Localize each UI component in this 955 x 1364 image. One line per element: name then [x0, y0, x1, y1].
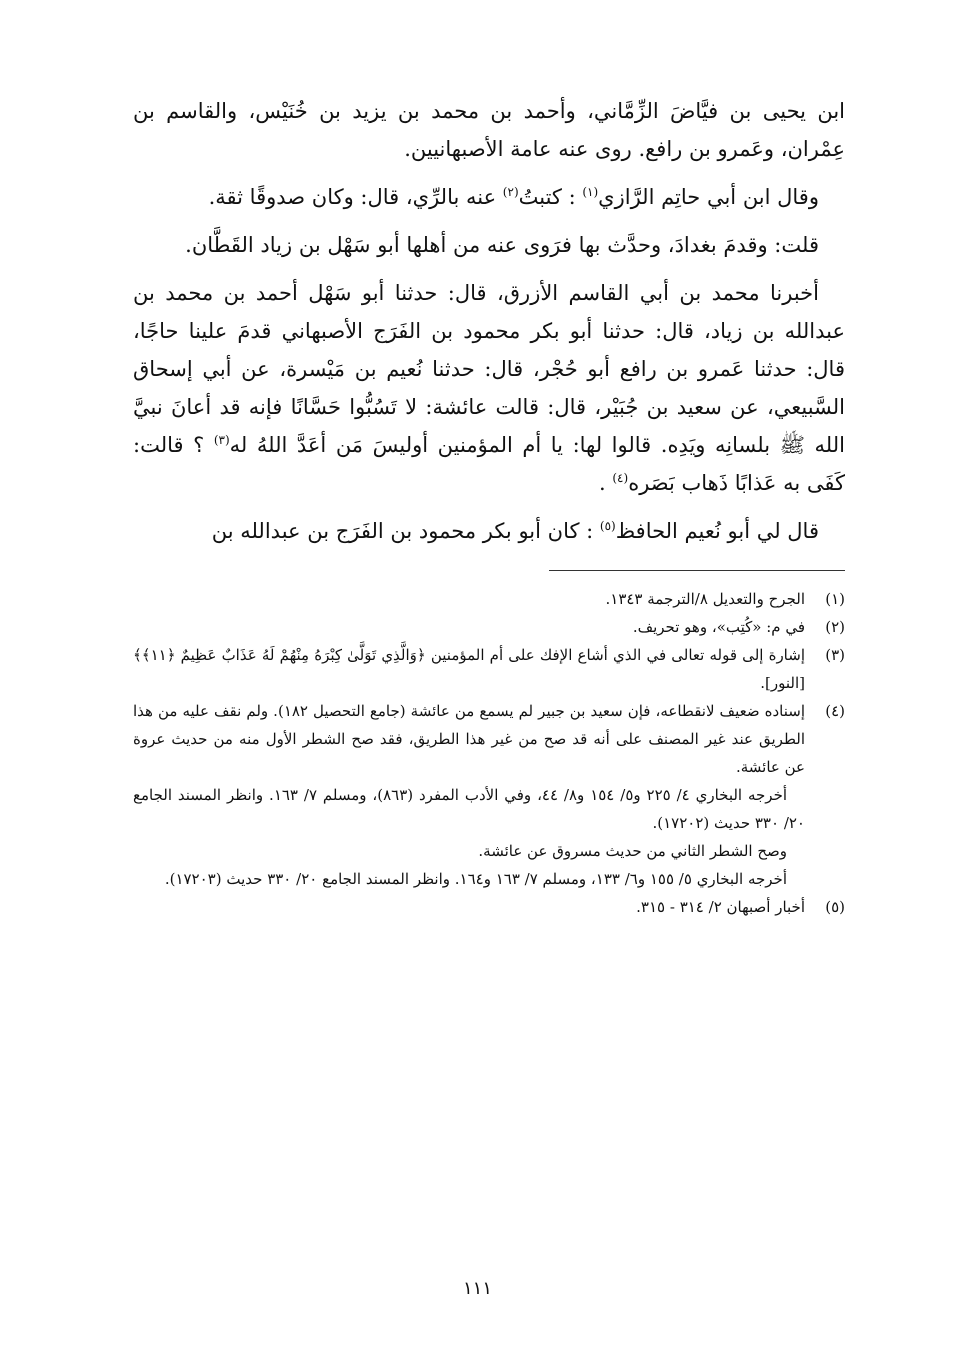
footnote-number: (٢) — [825, 618, 845, 636]
footnote-continuation: أخرجه البخاري ٤/ ٢٢٥ و٥/ ١٥٤ و٨/ ٤٤، وفي الأدب المفرد (٨٦٣)، ومسلم ٧/ ١٦٣. وانظر المسند الجامع ٢٠/ ٣٣٠ حديث (١٧٢٠٢). — [133, 786, 805, 832]
footnote-number: (٣) — [825, 646, 845, 664]
paragraph-2-part-a: وقال ابن أبي حاتِم الرَّازي — [598, 185, 819, 209]
footnote-ref-4: (٤) — [612, 471, 629, 485]
footnote-ref-1: (١) — [582, 185, 599, 199]
paragraph-5 — [133, 512, 845, 550]
paragraph-2 — [133, 178, 845, 216]
footnote-continuation: وصح الشطر الثاني من حديث مسروق عن عائشة. — [478, 842, 787, 860]
paragraph-5-part-a: قال لي أبو نُعيم الحافظ — [615, 519, 819, 543]
footnote-text: في م: «كُتِب»، وهو تحريف. — [632, 618, 805, 636]
footnote-2 — [133, 613, 845, 641]
paragraph-4 — [133, 274, 845, 502]
footnote-number: (٥) — [825, 898, 845, 916]
footnote-4 — [133, 697, 845, 893]
footnote-1 — [133, 585, 845, 613]
footnote-divider — [549, 570, 845, 571]
footnote-ref-5: (٥) — [599, 519, 616, 533]
footnote-number: (١) — [825, 590, 845, 608]
paragraph-4-part-a: أخبرنا محمد بن أبي القاسم الأزرق، قال: حدثنا أبو سَهْل أحمد بن محمد بن عبدالله بن زياد، قال: حدثنا أبو بكر محمود بن الفَرَج الأصبهاني قدمَ علينا حاجًا، قال: حدثنا عَمرو بن رافع أبو حُجْر، قال: حدثنا نُعيم بن مَيْسرة، عن أبي إسحاق السَّبيعي، عن سعيد بن جُبَيْر، قال: قالت عائشة: لا تَسُبُّوا حَسَّانًا فإنه قد أعانَ نبيَّ الله ﷺ بلسانِه ويَدِه. قالوا لها: يا أم المؤمنين أوليسَ مَن أعَدَّ اللهُ له — [133, 281, 845, 457]
paragraph-4-part-b: ؟ قالت: كَفَى به عَذابًا ذَهاب بَصَره — [133, 433, 845, 495]
paragraph-4-part-c: . — [599, 471, 613, 495]
footnote-number: (٤) — [825, 702, 845, 720]
main-text — [133, 92, 845, 550]
footnote-ref-2: (٢) — [502, 185, 519, 199]
paragraph-2-part-b: : كتبتُ — [518, 185, 583, 209]
paragraph-3: قلت: وقدمَ بغدادَ، وحدَّث بها فرَوى عنه من أهلها أبو سَهْل بن زياد القَطَّان. — [185, 233, 819, 257]
footnote-3 — [133, 641, 845, 697]
paragraph-5-part-b: : كان أبو بكر محمود بن الفَرَج بن عبدالله بن — [211, 519, 600, 543]
footnote-text: أخبار أصبهان ٢/ ٣١٤ - ٣١٥. — [636, 898, 805, 916]
footnote-continuation: أخرجه البخاري ٥/ ١٥٥ و٦/ ١٣٣، ومسلم ٧/ ١٦٣ و١٦٤. وانظر المسند الجامع ٢٠/ ٣٣٠ حديث (١٧٢٠٣). — [164, 870, 787, 888]
footnote-text: إشارة إلى قوله تعالى في الذي أشاع الإفك على أم المؤمنين ﴿وَالَّذِي تَوَلَّىٰ كِبْرَهُ مِنْهُمْ لَهُ عَذَابٌ عَظِيمٌ ﴿١١﴾﴾ [النور]. — [133, 646, 805, 692]
footnotes — [133, 585, 845, 921]
page-number: ١١١ — [462, 1278, 492, 1299]
paragraph-2-part-c: عنه بالرِّي، قال: وكان صدوقًا ثقة. — [208, 185, 503, 209]
book-page — [133, 92, 845, 921]
footnote-text: إسناده ضعيف لانقطاعه، فإن سعيد بن جبير لم يسمع من عائشة (جامع التحصيل ١٨٢). ولم نقف عليه من هذا الطريق عند غير المصنف على أنه قد صح من غير هذا الطريق، فقد صح الشطر الأول منه من حديث عروة عن عائشة. — [133, 702, 805, 776]
footnote-body — [133, 697, 805, 893]
footnote-ref-3: (٣) — [213, 433, 230, 447]
paragraph-1: ابن يحيى بن فيَّاضَ الزِّمَّاني، وأحمد بن محمد بن يزيد بن خُنَيْس، والقاسم بن عِمْران، وعَمرو بن رافع. روى عنه عامة الأصبهانيين. — [133, 99, 845, 161]
footnote-text: الجرح والتعديل ٨/الترجمة ١٣٤٣. — [605, 590, 805, 608]
footnote-5 — [133, 893, 845, 921]
